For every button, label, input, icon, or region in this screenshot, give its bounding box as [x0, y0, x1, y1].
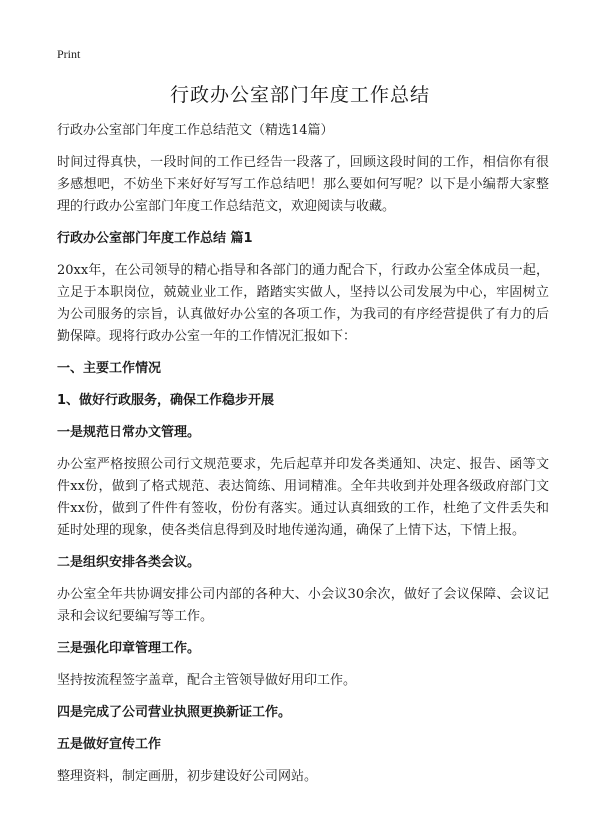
- item-paragraph: 坚持按流程签字盖章，配合主管领导做好用印工作。: [57, 673, 357, 688]
- print-link[interactable]: Print: [57, 47, 81, 61]
- article-heading: 行政办公室部门年度工作总结 篇1: [57, 231, 253, 246]
- item-heading: 二是组织安排各类会议。: [57, 555, 201, 570]
- opening-paragraph: 20xx年，在公司领导的精心指导和各部门的通力配合下，行政办公室全体成员一起，立足于本职岗位，兢兢业业工作，踏踏实实做人，坚持以公司发展为中心，牢固树立为公司服务的宗旨，认真做好办公室的各项工作，为我司的有序经营提供了有力的后勤保障。现将行政办公室一年的工作情况汇报如下：: [57, 263, 549, 344]
- item-heading: 三是强化印章管理工作。: [57, 641, 201, 656]
- item-paragraph: 办公室全年共协调安排公司内部的各种大、小会议30余次，做好了会议保障、会议记录和会议纪要编写等工作。: [57, 587, 549, 624]
- intro-paragraph: 时间过得真快，一段时间的工作已经告一段落了，回顾这段时间的工作，相信你有很多感想吧，不妨坐下来好好写写工作总结吧！那么要如何写呢？以下是小编帮大家整理的行政办公室部门年度工作总结范文，欢迎阅读与收藏。: [57, 155, 549, 214]
- document-body: [57, 120, 549, 798]
- item-paragraph: 办公室严格按照公司行文规范要求，先后起草并印发各类通知、决定、报告、函等文件xx份，做到了格式规范、表达简练、用词精准。全年共收到并处理各级政府部门文件xx份，做到了件件有签收，份份有落实。通过认真细致的工作，杜绝了文件丢失和延时处理的现象，使各类信息得到及时地传递沟通，确保了上情下达，下情上报。: [57, 457, 549, 538]
- item-paragraph: 整理资料，制定画册，初步建设好公司网站。: [57, 769, 318, 784]
- page-title: 行政办公室部门年度工作总结: [169, 84, 430, 106]
- item-heading: 四是完成了公司营业执照更换新证工作。: [57, 705, 292, 720]
- item-heading: 五是做好宣传工作: [57, 737, 162, 752]
- subsection-heading: 1、做好行政服务，确保工作稳步开展: [57, 393, 275, 408]
- document-subtitle: 行政办公室部门年度工作总结范文（精选14篇）: [57, 123, 334, 138]
- section-heading: 一、主要工作情况: [57, 361, 162, 376]
- item-heading: 一是规范日常办文管理。: [57, 425, 201, 440]
